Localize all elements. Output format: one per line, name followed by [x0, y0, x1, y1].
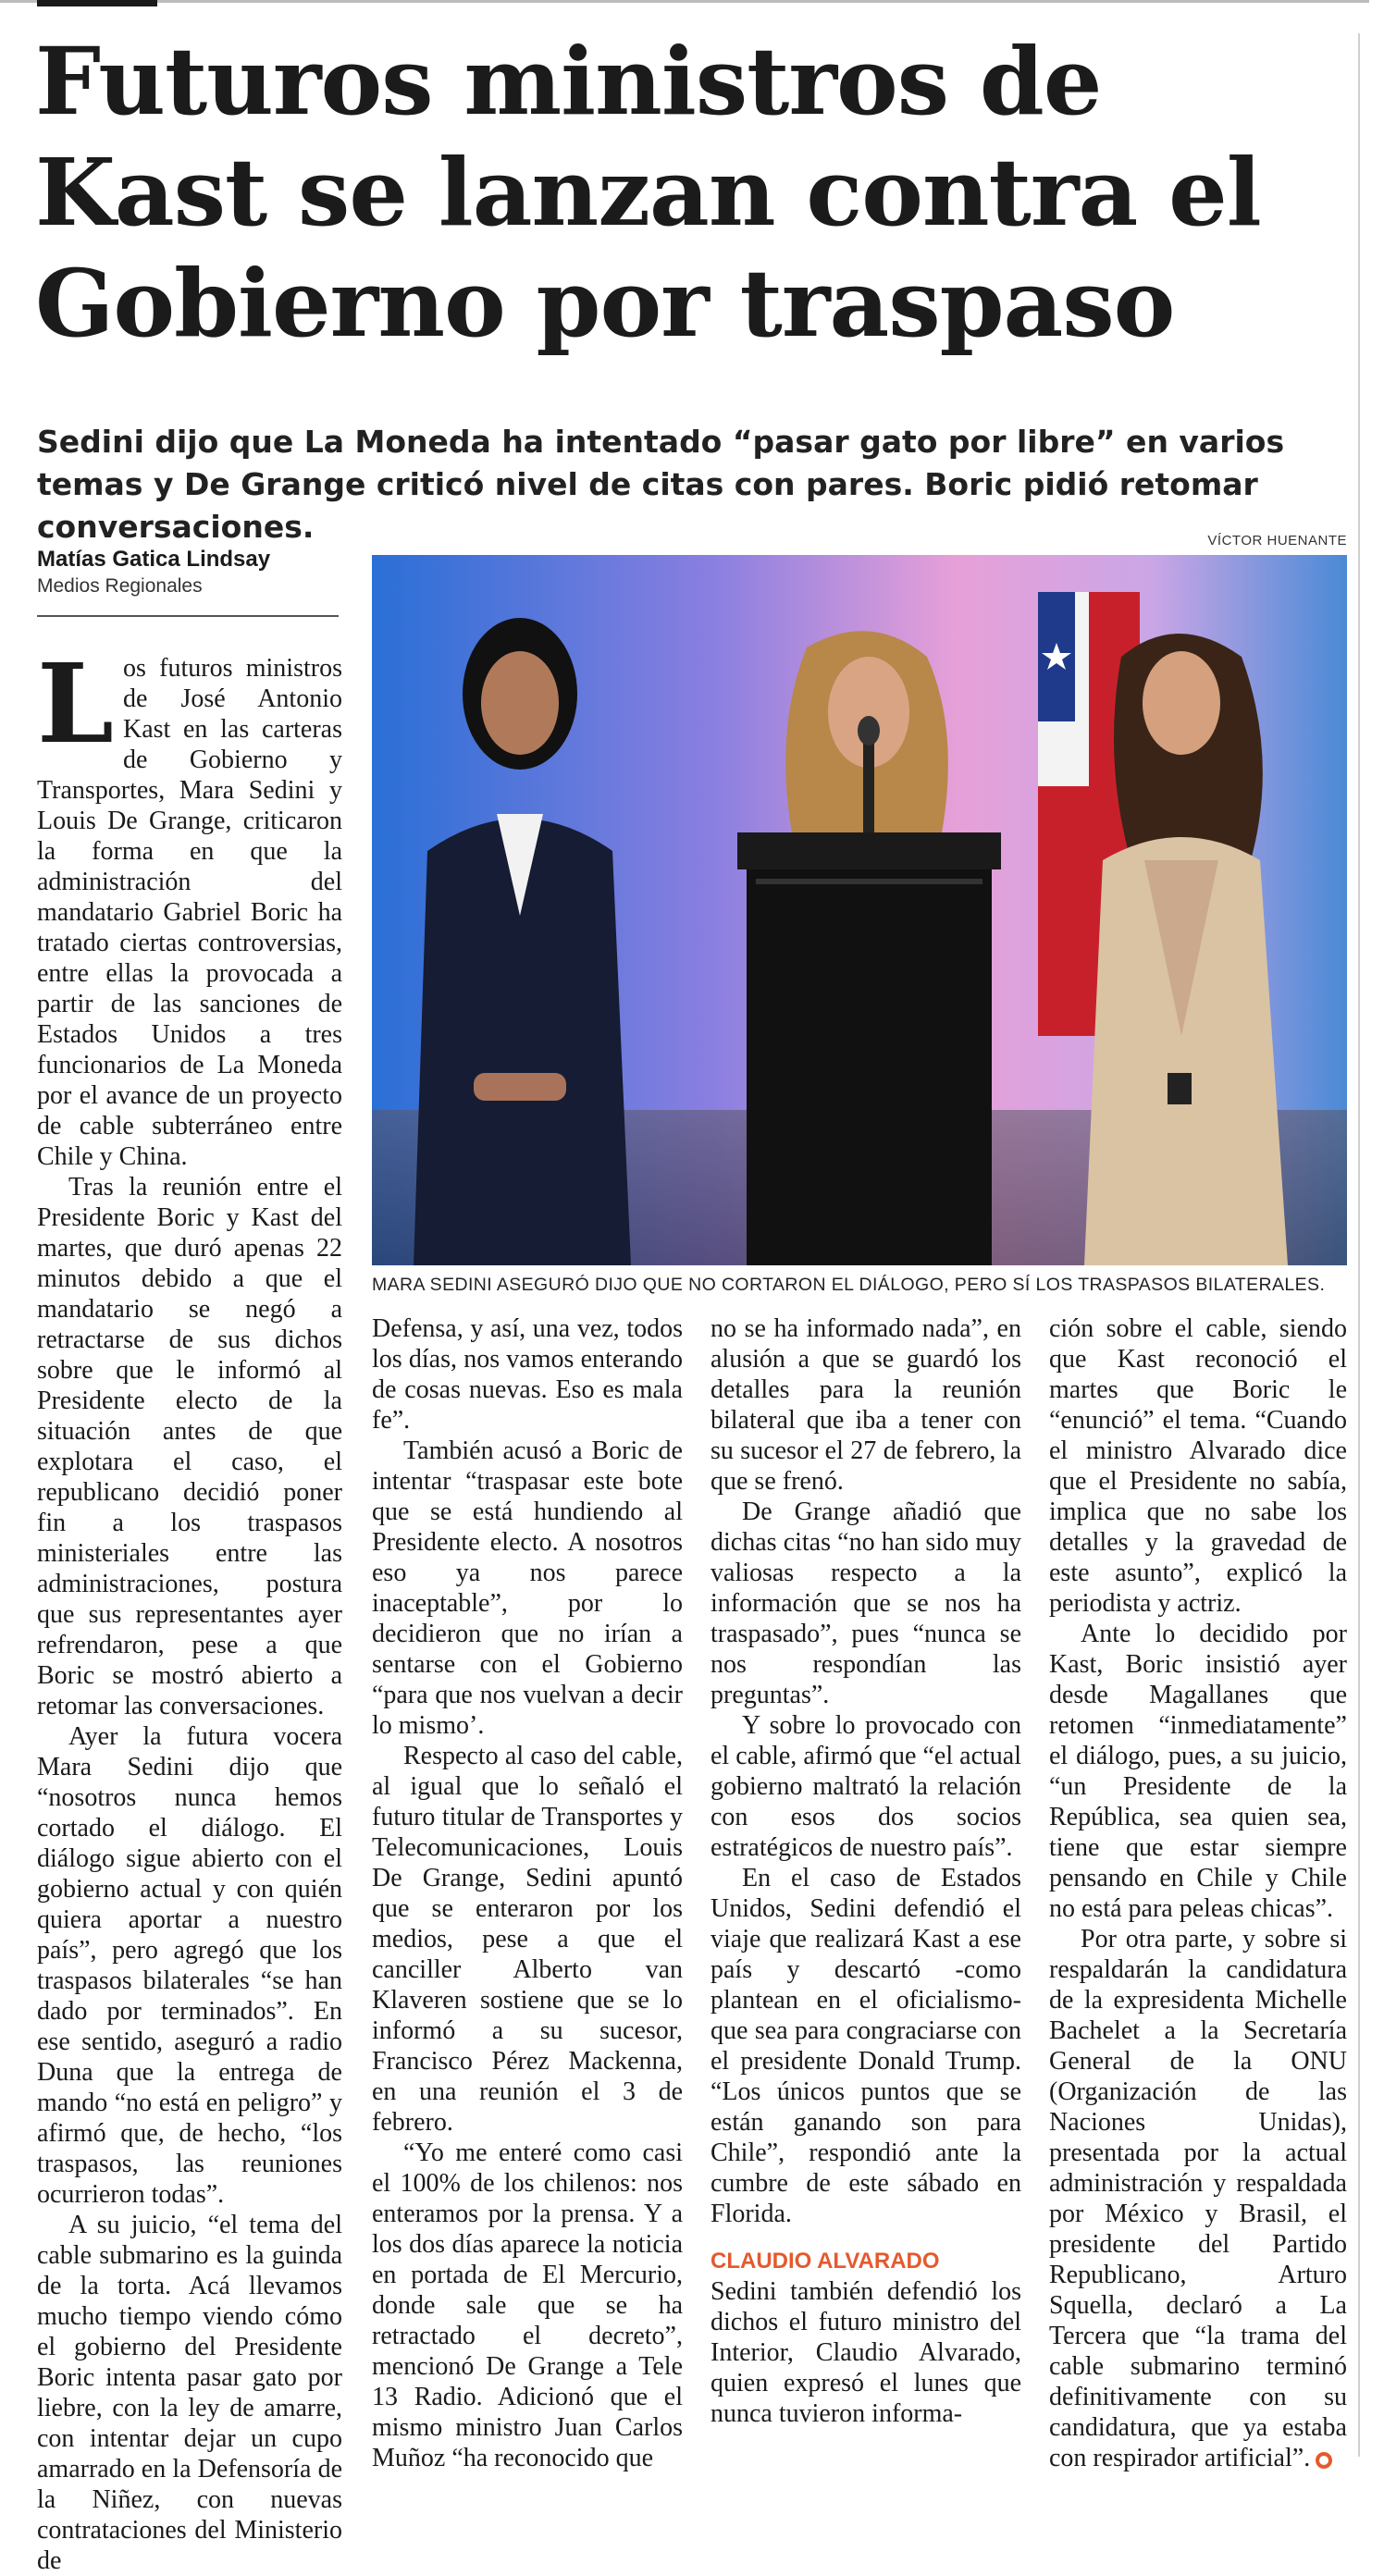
- photo-caption: MARA SEDINI ASEGURÓ DIJO QUE NO CORTARON EL DIÁLOGO, PERO SÍ LOS TRASPASOS BILATERALES.: [372, 1275, 1326, 1295]
- paragraph: no se ha informado nada”, en alusión a que se guardó los detalles para la reunión bilateral que iba a tener con su sucesor el 27 de febrero, la que se frenó.: [711, 1314, 1021, 1496]
- paragraph: A su juicio, “el tema del cable submarino es la guinda de la torta. Acá llevamos mucho tiempo viendo cómo el gobierno del Presidente Boric intenta pasar gato por liebre, con la ley de amarre, con intentar dejar un cupo amarrado en la Defensoría de la Niñez, con nuevas contrataciones del Ministerio de: [37, 2211, 342, 2575]
- paragraph: Sedini también defendió los dichos el futuro ministro del Interior, Claudio Alvarado, quien expresó el lunes que nunca tuvieron informa-: [711, 2277, 1021, 2428]
- article-photo: [372, 555, 1347, 1265]
- top-rule: [0, 0, 1369, 3]
- article-column-1: [37, 639, 342, 2575]
- person-right: [1084, 634, 1288, 1265]
- paragraph: Por otra parte, y sobre si respaldarán la candidatura de la expresidenta Michelle Bachelet a la Secretaría General de la ONU (Organización de las Naciones Unidas), presentada por la actual administración y respaldada por México y Brasil, el presidente del Partido Republicano, Arturo Squella, declaró a La Tercera que “la trama del cable submarino terminó definitivamente con su candidatura, que ya estaba con respirador artificial”.: [1049, 1925, 1347, 2472]
- paragraph: Respecto al caso del cable, al igual que lo señaló el futuro titular de Transportes y Telecomunicaciones, Louis De Grange, Sedini apuntó que se enteraron por los medios, pese a que el canciller Alberto van Klaveren sostiene que se lo informó a su sucesor, Francisco Pérez Mackenna, en una reunión el 3 de febrero.: [372, 1742, 683, 2137]
- paragraph: También acusó a Boric de intentar “traspasar este bote que se está hundiendo al Presidente electo. A nosotros eso ya nos parece inaceptable”, por lo decidieron que no irían a sentarse con el Gobierno “para que nos vuelvan a decir lo mismo’.: [372, 1436, 683, 1740]
- podium: [737, 832, 1001, 1265]
- paragraph: ción sobre el cable, siendo que Kast reconoció el martes que Boric le “enunció” el tema. “Cuando el ministro Alvarado dice que el Presidente no sabía, implica que no sabe los detalles y la gravedad de este asunto”, explicó la periodista y actriz.: [1049, 1314, 1347, 1618]
- section-marker: [37, 0, 157, 6]
- article-column-4: [1049, 1313, 1347, 2472]
- end-mark-icon: [1316, 2452, 1332, 2469]
- paragraph: “Yo me enteré como casi el 100% de los chilenos: nos enteramos por la prensa. Y a los dos días aparece la noticia en portada de El Mercurio, donde sale que se ha retractado el decreto”, mencionó De Grange a Tele 13 Radio. Adicionó que el mismo ministro Juan Carlos Muñoz “ha reconocido que: [372, 2138, 683, 2472]
- paragraph: Ante lo decidido por Kast, Boric insistió ayer desde Magallanes que retomen “inmediatamente” el diálogo, pues, a su juicio, “un Presidente de la República, sea quien sea, tiene que estar siempre pensando en Chile y Chile no está para peleas chicas”.: [1049, 1620, 1347, 1923]
- column-divider: [1358, 33, 1360, 2457]
- paragraph: Los futuros ministros de José Antonio Kast en las carteras de Gobierno y Transportes, Mara Sedini y Louis De Grange, criticaron la forma en que la administración del mandatario Gabriel Boric ha tratado ciertas controversias, entre ellas la provocada a partir de las sanciones de Estados Unidos a tres funcionarios de La Moneda por el avance de un proyecto de cable subterráneo entre Chile y China.: [37, 639, 342, 1171]
- paragraph: Defensa, y así, una vez, todos los días, nos vamos enterando de cosas nuevas. Eso es mala fe”.: [372, 1314, 683, 1435]
- byline: [37, 546, 342, 599]
- author-name: Matías Gatica Lindsay: [37, 547, 271, 572]
- section-kicker: CLAUDIO ALVARADO: [711, 2249, 940, 2274]
- byline-rule: [37, 615, 339, 617]
- photo-credit: VÍCTOR HUENANTE: [1207, 533, 1347, 548]
- paragraph: De Grange añadió que dichas citas “no han sido muy valiosas respecto a la información que se nos ha traspasado”, pues “nunca se nos respondían las preguntas”.: [711, 1498, 1021, 1709]
- headline: Futuros ministros de Kast se lanzan contra el Gobierno por traspaso: [35, 27, 1261, 358]
- paragraph: En el caso de Estados Unidos, Sedini defendió el viaje que realizará Kast a ese país y descartó -como plantean en el oficialismo- que sea para congraciarse con el presidente Donald Trump. “Los únicos puntos que se están ganando son para Chile”, respondió ante la cumbre de este sábado en Florida.: [711, 1864, 1021, 2228]
- paragraph: Ayer la futura vocera Mara Sedini dijo que “nosotros nunca hemos cortado el diálogo. El diálogo sigue abierto con el gobierno actual y con quién quiera aportar a nuestro país”, pero agregó que los traspasos bilaterales “se han dado por terminados”. En ese sentido, aseguró a radio Duna que la entrega de mando “no está en peligro” y afirmó que, de hecho, “los traspasos, las reuniones ocurrieron todas”.: [37, 1722, 342, 2209]
- article-column-2: [372, 1313, 683, 2472]
- paragraph: Tras la reunión entre el Presidente Boric y Kast del martes, que duró apenas 22 minutos debido a que el mandatario se negó a retractarse de sus dichos sobre que le informó al Presidente electo de la situación antes de que explotara el caso, el republicano decidió poner fin a los traspasos ministeriales entre las administraciones, postura que sus representantes ayer refrendaron, pese a que Boric se mostró abierto a retomar las conversaciones.: [37, 1173, 342, 1720]
- subheadline: Sedini dijo que La Moneda ha intentado “pasar gato por libre” en varios temas y De Grange criticó nivel de citas con pares. Boric pidió retomar conversaciones.: [37, 424, 1285, 545]
- dropcap: L: [37, 639, 114, 768]
- press-conference-illustration: [372, 555, 1347, 1265]
- article-column-3: [711, 1313, 1021, 2460]
- author-outlet: Medios Regionales: [37, 575, 203, 597]
- paragraph: Y sobre lo provocado con el cable, afirmó que “el actual gobierno maltrató la relación con esos dos socios estratégicos de nuestro país”.: [711, 1711, 1021, 1862]
